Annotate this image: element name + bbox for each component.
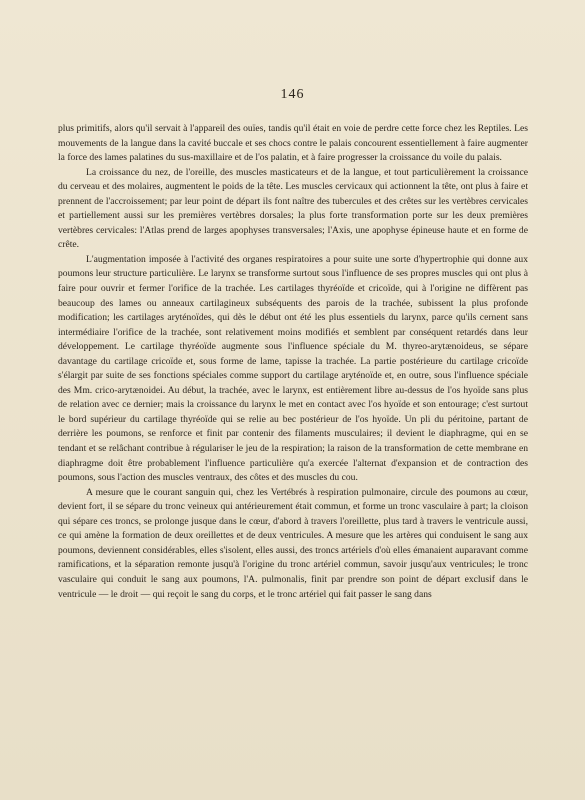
- paragraph-1: plus primitifs, alors qu'il servait à l'appareil des ouïes, tandis qu'il était en voie de perdre cette force chez les Reptiles. Les mouvements de la langue dans la cavité buccale et ses chocs contre le palais concourent essentiellement à faire augmenter la force des lames palatines du sus-maxillaire et de l'os palatin, et à faire progresser la croissance du voile du palais.: [58, 123, 528, 164]
- page-number: 146: [280, 87, 305, 102]
- body-text: [58, 122, 528, 602]
- paragraph-3: L'augmentation imposée à l'activité des organes respiratoires a pour suite une sorte d'hypertrophie qui donne aux poumons leur structure particulière. Le larynx se transforme surtout sous l'influence de ses propres muscles qui ont plus à faire pour ouvrir et fermer l'orifice de la trachée. Les cartilages thyréoïde et cricoïde, qui à l'origine ne diffèrent pas beaucoup des lames ou anneaux cartilagineux subséquents des parois de la trachée, subissent la plus profonde modification; les cartilages aryténoïdes, qui dès le début ont été les plus essentiels du larynx, parce qu'ils cernent sans intermédiaire l'orifice de la trachée, sont relativement moins modifiés et semblent par conséquent retardés dans leur développement. Le cartilage thyréoïde augmente sous l'influence spéciale du M. thyreo-arytænoideus, se sépare davantage du cartilage cricoïde et, sous forme de lame, tapisse la trachée. La partie postérieure du cartilage cricoïde s'élargit par suite de ses fonctions spéciales comme support du cartilage aryténoïde et, en outre, sous l'influence spéciale des Mm. crico-arytænoidei. Au début, la trachée, avec le larynx, est entièrement libre au-dessus de l'os hyoïde sans plus de relation avec ce dernier; mais la croissance du larynx le met en contact avec l'os hyoïde et son entourage; c'est surtout le bord supérieur du cartilage thyréoïde qui se relie au bec postérieur de l'os hyoïde. Un pli du péritoine, partant de derrière les poumons, se renforce et finit par contenir des filaments musculaires; il devient le diaphragme, qui en se tendant et se relâchant contribue à régulariser le jeu de la respiration; la raison de la transformation de cette membrane en diaphragme doit être probablement l'influence particulière qu'a exercée l'alternat d'expansion et de contraction des poumons, sous l'action des muscles ventraux, des côtes et des muscles du cou.: [58, 253, 528, 484]
- paragraph-4: A mesure que le courant sanguin qui, chez les Vertébrés à respiration pulmonaire, circule des poumons au cœur, devient fort, il se sépare du tronc veineux qui antérieurement était commun, et forme un tronc vasculaire à part; la cloison qui sépare ces troncs, se prolonge jusque dans le cœur, d'abord à travers l'oreillette, plus tard à travers le ventricule aussi, ce qui amène la formation de deux oreillettes et de deux ventricules. A mesure que les artères qui conduisent le sang aux poumons, deviennent considérables, elles s'isolent, elles aussi, des troncs artériels d'où elles émanaient auparavant comme ramifications, et la séparation remonte jusqu'à l'origine du tronc artériel commun, savoir jusqu'aux ventricules; le tronc vasculaire qui conduit le sang aux poumons, l'A. pulmonalis, finit par prendre son point de départ exclusif dans le ventricule — le droit — qui reçoit le sang du corps, et le tronc artériel qui fait passer le sang dans: [58, 486, 528, 600]
- paragraph-2: La croissance du nez, de l'oreille, des muscles masticateurs et de la langue, et tout particulièrement la croissance du cerveau et des molaires, augmentent le poids de la tête. Les muscles cervicaux qui actionnent la tête, ont plus à faire et prennent de l'accroissement; par leur point de départ ils font naître des tubercules et des crêtes sur les vertèbres cervicales et partiellement aussi sur les premières vertèbres dorsales; la plus forte transformation porte sur les deux premières vertèbres cervicales: l'Atlas prend de larges apophyses transversales; l'Axis, une apophyse épineuse haute et en forme de crête.: [58, 166, 528, 251]
